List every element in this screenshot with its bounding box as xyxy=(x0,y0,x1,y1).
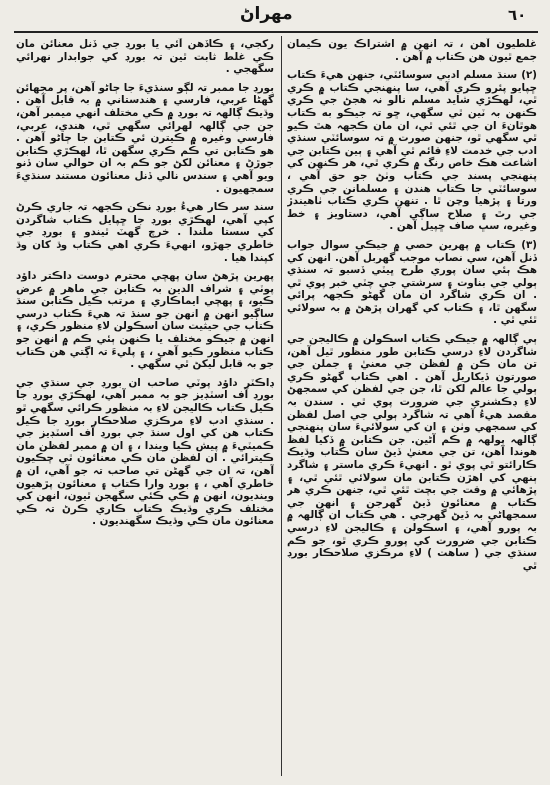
magazine-title: مهراڻ xyxy=(240,4,293,24)
right-column xyxy=(287,38,537,778)
paragraph: رکجي، ۽ ڪاڏهن آئي يا بورڊ جي ڏنل معنائن مان ڪي غلط ثابت ٿين تہ بورڊ کي جوابدار نهرائي سگهجي . xyxy=(16,38,274,76)
page-number: ٦٠ xyxy=(508,6,527,24)
header-rule xyxy=(14,31,538,33)
paragraph: پهرين پڙهڻ سان پهچي محترم دوست داڪتر داؤد پوٽي ۽ شراف الدين بہ ڪتابن جي ماهر ۾ عرض ڪيو، ۽ پهچي ايماڪاري ۽ مرتب ڪيل ڪتابن سنڌ ساڳيو انهن ۾ انهن جو سنڌ تہ هيءَ ڪتاب درسي ڪتاب جي حيثيت سان اسڪولن لاءِ منظور ڪري، ۽ انهن ۾ جيڪو مختلف يا ڪنهن ٻئي ڪم ۾ انهن جو ڪتاب منظور ڪيو آهي ، ۽ پليءَ تہ اڳتي هن ڪتاب جو بہ قابل ليکڻ ٿي سگهي . xyxy=(16,270,274,371)
page-header xyxy=(0,0,550,34)
paragraph: (٢) سنڌ مسلم ادبي سوسائٽي، جنهن هيءَ ڪتاب ڇپايو پئرو ڪري آهي، سا پنهنجي ڪتاب ۾ ڪري ٿي، لهڪڙي شايد مسلم نالو نہ هجڻ جي ڪري ڪنهن بہ ٽين ٿي سگهي، ڇو تہ جيڪو به ڪتاب هوٿانءَ ان جي ٿئي ٿي، ان مان ڪجهہ هٿ ڪيو ٿي سگهي ٿو، جنهن صورت ۾ تہ سوسائٽي سنڌي ادب جي خدمت لاءِ قائم ٿي آهي ۽ ٻين ڪتابن جي اشاعت هڪ خاص رنگ ۾ ڪري ٿي، هر ڪنهن کي پنهنجي پسند جي ڪتاب وٺڻ جو حق آهي ، سوسائٽي جا ڪتاب هندن ۽ مسلمانن جي ڪري ورتا ۽ پڙهيا وڃن ٿا . تنهن ڪري ڪتاب ٺاهيندڙ جي رٿ ۽ صلاح ساڳي آهي، دستاويز ۽ خط وغيره، سڀ صاف ڇپيل آهن . xyxy=(287,69,537,233)
paragraph: سند سر ڪار هيءُ بورڊ نڪن ڪجهہ تہ جاري ڪرڻ کپي آهي، لهڪڙي بورڊ جا ڇپايل ڪتاب شاگردن کي سستا ملندا . خرچ گهٽ ٿيندو ۽ بورڊ جي خاطري جهڙو، انهيءَ ڪري اهي ڪتاب وڌ کان وڌ کپندا هيا . xyxy=(16,201,274,264)
left-column xyxy=(16,38,274,778)
paragraph: (٣) ڪتاب ۾ پهرين حصي ۾ جيڪي سوال جواب ڏنل آهن، سي نصاب موجب گهربل آهن. انهن کي هڪ ٻئي سان پوري طرح ڀيٽي ڏسبو تہ سنڌي ٻولي جي بناوت ۽ سرشتي جي چٽي خبر پوي ٿي . ان ڪري شاگرد ان مان گهڻو ڪجهہ پرائي سگهن ٿا، ۽ ڪتاب کي گهران پڙهڻ ۾ بہ سولائي ٿئي ٿي . xyxy=(287,238,537,327)
paragraph: ڊاڪٽر داؤد پوٽي صاحب ان بورڊ جي سنڌي جي بورڊ آف اسٽڊيز جو بہ ممبر آهي، لهڪڙي بورڊ جا ڪيل ڪتاب ڪاليجن لاءِ بہ منظور ڪرائي سگهي ٿو . سنڌي ادب لاءِ مرڪزي صلاحڪار بورڊ جا ڪيل ڪتاب هن کي اول سنڌ جي بورڊ آف اسٽڊيز جي ڪميٽيءَ ۾ پيش ڪيا ويندا ، ۽ ان ۾ ممبر لفظن مان ڪيترائي . ان لفظن مان ڪي معنائون ٿي چڪيون آهن، تہ ان جي گهڻن تي صاحب تہ جو آهي، ان ۾ خاطري آهي ، ۽ بورڊ وارا ڪتاب ۽ معنائون پڙهيون وينديون، انهن ۾ ڪي ڪئي سگهجن ٿيون، انهن کي مختلف ڪري وڌيڪ ڪتاب ڪاري ڪرڻ تہ ڪي معنائون مان ڪي وڌيڪ سگهنديون . xyxy=(16,376,274,528)
paragraph: بورڊ جا ممبر تہ لڳو سنڌيءَ جا ڄاڻو آهن، پر مجهائن گهڻا عربي، فارسي ۽ هندستاني ۾ بہ قابل آهن . وڌيڪ ڳالهہ تہ بورڊ ۾ ڪي مختلف انهي ميمبر آهن، جن جي ڳالهہ لهرائي سگهي ٿي، هندي، عربي، فارسي وغيره ۾ ڪيترن ئي ڪتابن جا ڄاڻو آهن . هو ڪتابن تي ڪم ڪري سگهن ٿا، لهڪڙي ڪتابن جوڙڻ ۽ معنائن لکڻ جو ڪم بہ ان حوالي سان ڏنو ويو آهي ۽ سندس نالي ڏنل معنائون مستند سنڌيءَ سمجهيون . xyxy=(16,81,274,195)
paragraph: ٻي ڳالهہ ۾ جيڪي ڪتاب اسڪولن ۾ ڪاليجن جي شاگردن لاءِ درسي ڪتابن طور منظور ٿيل آهن، تن مان ڪن ۾ لفظن جي معنيٰ ۽ جملن جي صورتون ڏيکاريل آهن . اهي ڪتاب گهڻو ڪري ٻولي جا عالم لکن ٿا، جن جي لفظن کي سمجهڻ لاءِ ڊڪشنري جي ضرورت پوي ٿي . سندن بہ مقصد هيءُ آهي تہ شاگرد ٻولي جي اصل لفظن کي سمجهي وٺن ۽ ان کي سولائيءَ سان پنهنجي ڳالهہ ٻولهہ ۾ ڪم آڻين. جن ڪتابن ۾ ڏکيا لفظ هوندا آهن، تن جي معنيٰ ڏيڻ سان ڪتاب وڌيڪ ڪارائتو ٿي پوي ٿو . انهيءَ ڪري ماستر ۽ شاگرد ٻنهي کي اهڙن ڪتابن مان سولائي ٿئي ٿي، ۽ پڙهائي ۾ وقت جي بچت ٿئي ٿي، جنهن ڪري هر ڪتاب ۾ معنائون ڏيڻ گهرجن ۽ انهن جي سمجهاڻي بہ ڏيڻ گهرجي . هي ڪتاب ان ڳالهہ ۾ بہ پورو آهي، ۽ اسڪولن ۽ ڪاليجن لاءِ درسي ڪتابن جي ضرورت کي پورو ڪري ٿو، جو ڪم سنڌي جي ( ساهت ) لاءِ مرڪزي صلاحڪار بورڊ ٿي xyxy=(287,333,537,572)
column-divider xyxy=(281,36,282,776)
paragraph: غلطيون آهن ، تہ انهن ۾ اشتراڪ يون ڪيمان جمع ٿيون هن ڪتاب ۾ آهن . xyxy=(287,38,537,63)
